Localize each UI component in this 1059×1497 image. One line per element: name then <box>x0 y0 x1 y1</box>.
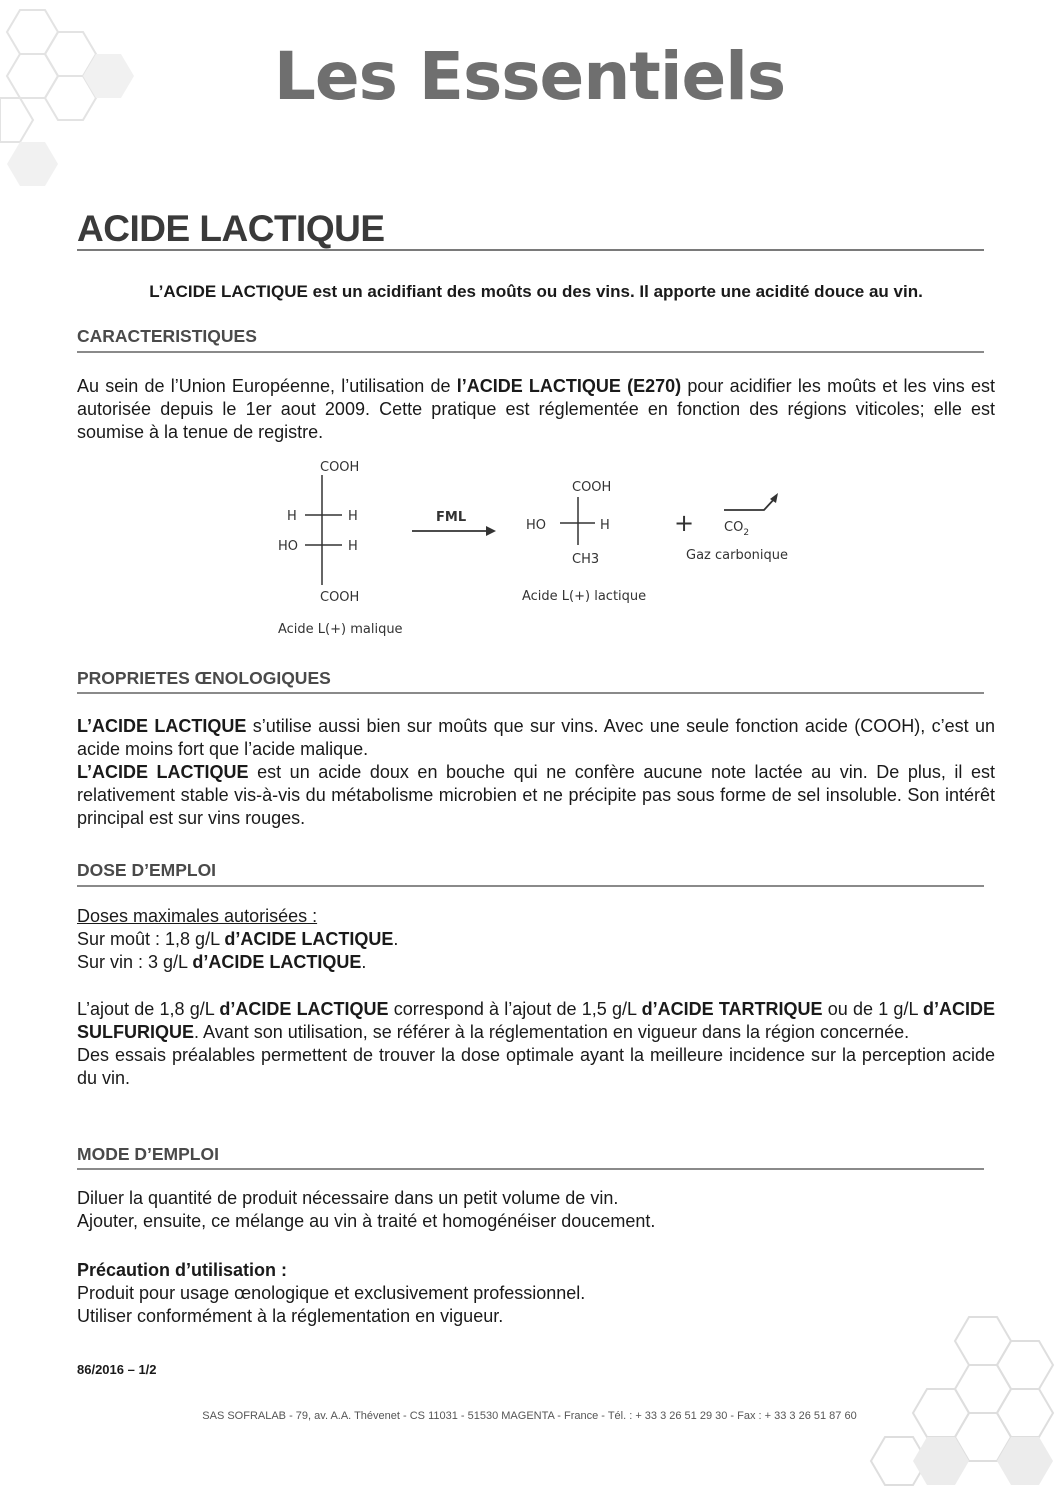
malic-ho-left: HO <box>278 539 299 554</box>
plus-sign: + <box>674 509 695 537</box>
malic-h-right-2: H <box>348 539 358 554</box>
section-divider <box>77 885 984 887</box>
lactic-cooh: COOH <box>572 480 612 495</box>
lactic-ch3: CH3 <box>572 552 600 567</box>
dose-paragraph <box>77 998 995 1090</box>
text: correspond à l’ajout de 1,5 g/L <box>388 999 642 1019</box>
bold-text: d’ACIDE LACTIQUE <box>192 952 362 972</box>
dose-paragraph-2: Des essais préalables permettent de trouver la dose optimale ayant la meilleure incidence sur la perception acide du vin. <box>77 1045 995 1088</box>
document-code: 86/2016 – 1/2 <box>77 1362 157 1377</box>
section-heading-dose: DOSE D’EMPLOI <box>77 860 217 880</box>
text: L’ajout de 1,8 g/L <box>77 999 220 1019</box>
lactic-h: H <box>600 518 610 533</box>
section-divider <box>77 1168 984 1170</box>
mode-paragraph <box>77 1187 995 1233</box>
caracteristiques-paragraph <box>77 375 995 444</box>
malic-label: Acide L(+) malique <box>278 622 403 637</box>
text: pour acidifier les moûts et les vins est autorisée depuis le 1er aout 2009. Cette pratique est réglementée en fonction des régions viticoles; elle est soumise à la tenue de registre. <box>77 376 995 442</box>
section-divider <box>77 692 984 694</box>
dose-line-must <box>77 928 995 951</box>
bold-text: d’ACIDE SULFURIQUE <box>77 999 996 1042</box>
product-title: ACIDE LACTIQUE <box>77 208 385 249</box>
malic-cooh-top: COOH <box>320 460 360 475</box>
bold-text: d’ACIDE TARTRIQUE <box>641 999 823 1019</box>
section-heading-mode: MODE D’EMPLOI <box>77 1144 219 1164</box>
precaution-line-2: Utiliser conformément à la réglementation en vigueur. <box>77 1306 504 1326</box>
co2-subscript: 2 <box>743 528 750 538</box>
brand-title: Les Essentiels <box>273 38 786 115</box>
precaution-block <box>77 1259 995 1328</box>
intro-text: L’ACIDE LACTIQUE est un acidifiant des moûts ou des vins. Il apporte une acidité douce au vin. <box>149 282 923 301</box>
reaction-diagram <box>250 455 810 645</box>
co2-text: CO <box>724 520 744 535</box>
lactic-label: Acide L(+) lactique <box>522 589 647 604</box>
section-heading-caracteristiques: CARACTERISTIQUES <box>77 326 257 346</box>
text: Sur vin : 3 g/L <box>77 952 193 972</box>
mode-line-1: Diluer la quantité de produit nécessaire dans un petit volume de vin. <box>77 1188 619 1208</box>
gas-label: Gaz carbonique <box>686 548 789 563</box>
text: ou de 1 g/L <box>822 999 924 1019</box>
dose-subheading: Doses maximales autorisées : <box>77 906 318 926</box>
co2-formula <box>724 520 749 538</box>
malic-h-left: H <box>287 509 297 524</box>
text: . Avant son utilisation, se référer à la réglementation en vigueur dans la région concernée. <box>194 1022 910 1042</box>
proprietes-paragraph <box>77 715 995 830</box>
bold-text: L’ACIDE LACTIQUE <box>77 716 247 736</box>
text: . <box>361 952 367 972</box>
dose-line-wine <box>77 951 995 974</box>
dose-list <box>77 905 995 974</box>
bold-text: l’ACIDE LACTIQUE (E270) <box>456 376 682 396</box>
bold-text: d’ACIDE LACTIQUE <box>219 999 389 1019</box>
company-address: SAS SOFRALAB - 79, av. A.A. Thévenet - CS 11031 - 51530 MAGENTA - France - Tél. : + 33 3 26 51 29 30 - Fax : + 33 3 26 51 87 60 <box>202 1410 857 1422</box>
title-divider <box>77 249 984 251</box>
arrow-label: FML <box>436 510 467 525</box>
text: est un acide doux en bouche qui ne confère aucune note lactée au vin. De plus, il est relativement stable vis-à-vis du métabolisme microbien et ne précipite pas sous forme de sel insoluble. Son intérêt principal est sur vins rouges. <box>77 762 995 828</box>
bold-text: d’ACIDE LACTIQUE <box>224 929 394 949</box>
section-heading-proprietes: PROPRIETES ŒNOLOGIQUES <box>77 668 331 688</box>
arrow-head-icon <box>486 526 496 536</box>
precaution-line-1: Produit pour usage œnologique et exclusivement professionnel. <box>77 1283 586 1303</box>
text: . <box>393 929 399 949</box>
text: Sur moût : 1,8 g/L <box>77 929 225 949</box>
gas-release-icon <box>724 497 776 510</box>
text: s’utilise aussi bien sur moûts que sur vins. Avec une seule fonction acide (COOH), c’est un acide moins fort que l’acide malique. <box>77 716 995 759</box>
lactic-ho: HO <box>526 518 547 533</box>
bold-text: L’ACIDE LACTIQUE <box>77 762 249 782</box>
mode-line-2: Ajouter, ensuite, ce mélange au vin à traité et homogénéiser doucement. <box>77 1211 656 1231</box>
precaution-heading: Précaution d’utilisation : <box>77 1260 288 1280</box>
malic-h-right: H <box>348 509 358 524</box>
malic-cooh-bottom: COOH <box>320 590 360 605</box>
text: Au sein de l’Union Européenne, l’utilisation de <box>77 376 457 396</box>
section-divider <box>77 351 984 353</box>
